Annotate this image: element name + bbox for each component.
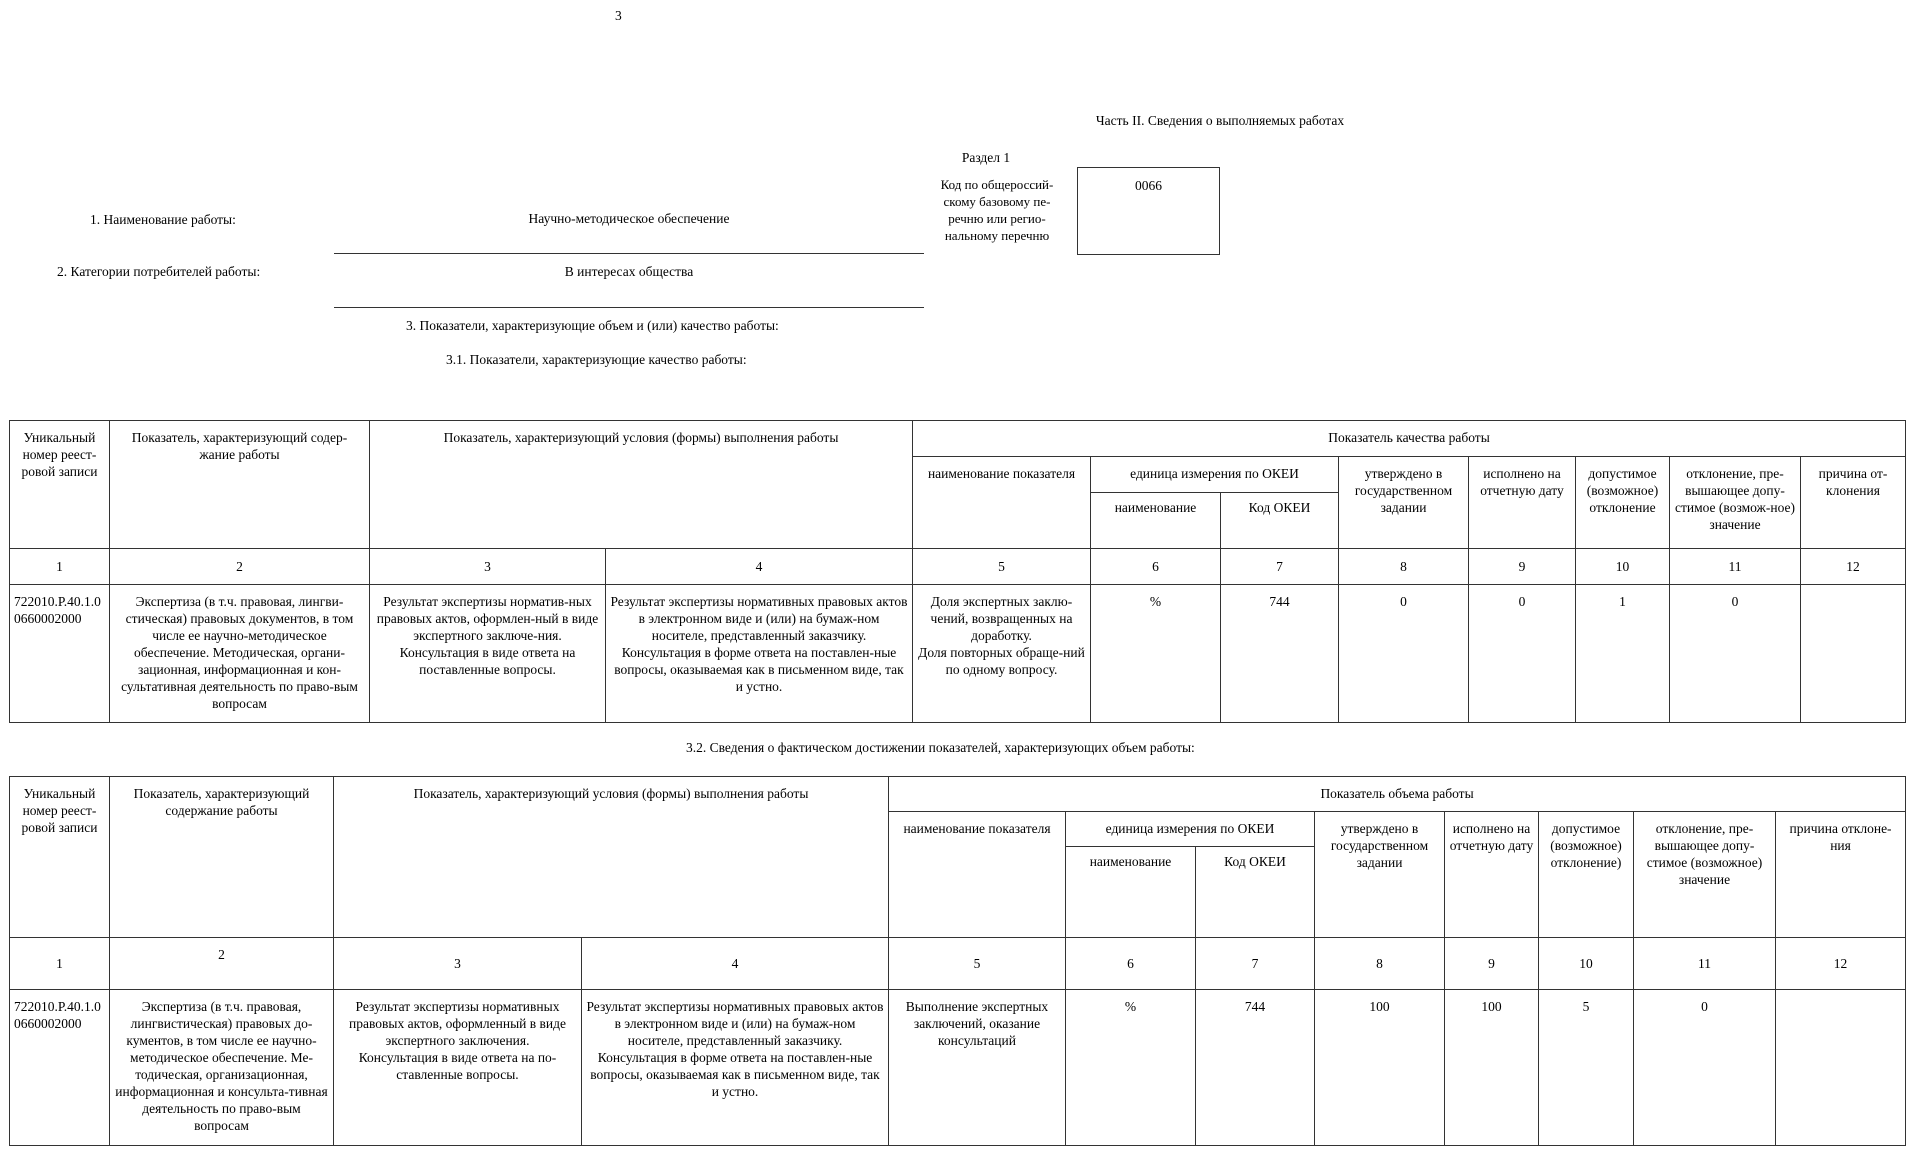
consumers-field [334, 264, 924, 308]
qt-col-number: 1 [10, 549, 110, 585]
vt-header-conditions: Показатель, характеризующий условия (формы) выполнения работы [334, 777, 889, 938]
vt-cell-deviation: 0 [1634, 990, 1776, 1146]
vt-cell-ind-name: Выполнение экспертных заключений, оказание консультаций [889, 990, 1066, 1146]
qt-header-approved: утверждено в государственном задании [1339, 457, 1469, 549]
qt-col-number: 3 [370, 549, 606, 585]
qt-col-number: 11 [1670, 549, 1801, 585]
vt-col-number: 12 [1776, 938, 1906, 990]
qt-header-indicator: Показатель качества работы [913, 421, 1906, 457]
vt-col-number: 7 [1196, 938, 1315, 990]
section-title: Раздел 1 [961, 150, 1011, 165]
qt-cell-unit-name: % [1091, 585, 1221, 723]
vt-cell-cond1: Результат экспертизы нормативных правовых актов, оформленный в виде экспертного заключения. Консультация в виде ответа на по-ставленные вопросы. [334, 990, 582, 1146]
vt-header-unit-code: Код ОКЕИ [1196, 847, 1315, 938]
qt-cell-executed: 0 [1469, 585, 1576, 723]
vt-col-number: 5 [889, 938, 1066, 990]
qt-header-unit-code: Код ОКЕИ [1221, 493, 1339, 549]
qt-cell-unique: 722010.Р.40.1.00660002000 [10, 585, 110, 723]
table-row [10, 990, 1906, 1146]
qt-col-number: 2 [110, 549, 370, 585]
indicators-heading: 3. Показатели, характеризующие объем и (или) качество работы: [406, 318, 779, 333]
vt-cell-unit-name: % [1066, 990, 1196, 1146]
qt-cell-unit-code: 744 [1221, 585, 1339, 723]
qt-header-unit-name: наименование [1091, 493, 1221, 549]
vt-cell-unit-code: 744 [1196, 990, 1315, 1146]
qt-header-content: Показатель, характеризующий содер-жание работы [110, 421, 370, 549]
vt-cell-unique: 722010.Р.40.1.00660002000 [10, 990, 110, 1146]
volume-heading: 3.2. Сведения о фактическом достижении показателей, характеризующих объем работы: [686, 740, 1195, 755]
vt-col-number: 9 [1445, 938, 1539, 990]
qt-col-number: 4 [606, 549, 913, 585]
vt-header-unit: единица измерения по ОКЕИ [1066, 812, 1315, 847]
qt-header-unit: единица измерения по ОКЕИ [1091, 457, 1339, 493]
vt-header-allowed: допустимое (возможное) отклонение) [1539, 812, 1634, 938]
vt-cell-reason [1776, 990, 1906, 1146]
vt-col-number: 4 [582, 938, 889, 990]
vt-col-number: 10 [1539, 938, 1634, 990]
qt-cell-content: Экспертиза (в т.ч. правовая, лингви-стическая) правовых документов, в том числе ее научно-методическое обеспечение. Методическая, органи-зационная, информационная и кон-сультативная деятельность по право-вым вопросам [110, 585, 370, 723]
vt-col-numbers-row [10, 938, 1906, 990]
qt-col-number: 6 [1091, 549, 1221, 585]
vt-header-approved: утверждено в государственном задании [1315, 812, 1445, 938]
volume-table [9, 776, 1906, 1146]
vt-header-unique: Уникальный номер реест-ровой записи [10, 777, 110, 938]
vt-header-reason: причина отклоне-ния [1776, 812, 1906, 938]
qt-header-allowed: допустимое (возможное) отклонение [1576, 457, 1670, 549]
qt-header-reason: причина от-клонения [1801, 457, 1906, 549]
qt-cell-approved: 0 [1339, 585, 1469, 723]
code-value: 0066 [1135, 178, 1162, 193]
qt-col-numbers-row [10, 549, 1906, 585]
vt-cell-allowed: 5 [1539, 990, 1634, 1146]
qt-header-conditions: Показатель, характеризующий условия (формы) выполнения работы [370, 421, 913, 549]
qt-col-number: 12 [1801, 549, 1906, 585]
vt-col-number: 6 [1066, 938, 1196, 990]
qt-col-number: 5 [913, 549, 1091, 585]
qt-col-number: 10 [1576, 549, 1670, 585]
qt-cell-allowed: 1 [1576, 585, 1670, 723]
vt-header-unit-name: наименование [1066, 847, 1196, 938]
vt-cell-executed: 100 [1445, 990, 1539, 1146]
qt-cell-cond1: Результат экспертизы норматив-ных правовых актов, оформлен-ный в виде экспертного заключе-ния. Консультация в виде ответа на поставленные вопросы. [370, 585, 606, 723]
qt-header-ind-name: наименование показателя [913, 457, 1091, 549]
vt-header-executed: исполнено на отчетную дату [1445, 812, 1539, 938]
vt-header-indicator: Показатель объема работы [889, 777, 1906, 812]
table-row [10, 585, 1906, 723]
qt-cell-deviation: 0 [1670, 585, 1801, 723]
qt-col-number: 9 [1469, 549, 1576, 585]
qt-cell-cond2: Результат экспертизы нормативных правовых актов в электронном виде и (или) на бумаж-ном носителе, представленный заказчику. Консультация в форме ответа на поставлен-ные вопросы, оказываемая как в письменном виде, так и устно. [606, 585, 913, 723]
qt-header-unique: Уникальный номер реест-ровой записи [10, 421, 110, 549]
qt-cell-reason [1801, 585, 1906, 723]
code-box [1077, 167, 1220, 255]
vt-col-number: 11 [1634, 938, 1776, 990]
part-title: Часть II. Сведения о выполняемых работах [1095, 113, 1345, 128]
qt-cell-ind-name: Доля экспертных заклю-чений, возвращенных на доработку. Доля повторных обраще-ний по одному вопросу. [913, 585, 1091, 723]
work-name-field [334, 211, 924, 254]
work-name-label: 1. Наименование работы: [90, 212, 236, 227]
vt-header-content: Показатель, характеризующий содержание работы [110, 777, 334, 938]
vt-cell-approved: 100 [1315, 990, 1445, 1146]
vt-cell-content: Экспертиза (в т.ч. правовая, лингвистическая) правовых до-кументов, в том числе ее научно-методическое обеспечение. Ме-тодическая, организационная, информационная и консульта-тивная деятельность по право-вым вопросам [110, 990, 334, 1146]
qt-header-deviation: отклонение, пре-вышающее допу-стимое (возмож-ное) значение [1670, 457, 1801, 549]
vt-col-number: 8 [1315, 938, 1445, 990]
page-number: 3 [615, 8, 622, 23]
vt-header-deviation: отклонение, пре-вышающее допу-стимое (возможное) значение [1634, 812, 1776, 938]
vt-col-number: 3 [334, 938, 582, 990]
consumers-label: 2. Категории потребителей работы: [57, 264, 261, 279]
vt-col-number: 2 [110, 938, 334, 990]
vt-col-number: 1 [10, 938, 110, 990]
vt-header-ind-name: наименование показателя [889, 812, 1066, 938]
work-name-value: Научно-методическое обеспечение [528, 211, 730, 226]
qt-col-number: 7 [1221, 549, 1339, 585]
vt-cell-cond2: Результат экспертизы нормативных правовых актов в электронном виде и (или) на бумаж-ном носителе, представленный заказчику. Консультация в форме ответа на поставлен-ные вопросы, оказываемая как в письменном виде, так и устно. [582, 990, 889, 1146]
quality-table [9, 420, 1906, 723]
consumers-value: В интересах общества [564, 264, 694, 279]
quality-heading: 3.1. Показатели, характеризующие качество работы: [446, 352, 747, 367]
qt-col-number: 8 [1339, 549, 1469, 585]
code-label: Код по общероссий- скому базовому пе- речню или регио- нальному перечню [940, 177, 1054, 243]
qt-header-executed: исполнено на отчетную дату [1469, 457, 1576, 549]
